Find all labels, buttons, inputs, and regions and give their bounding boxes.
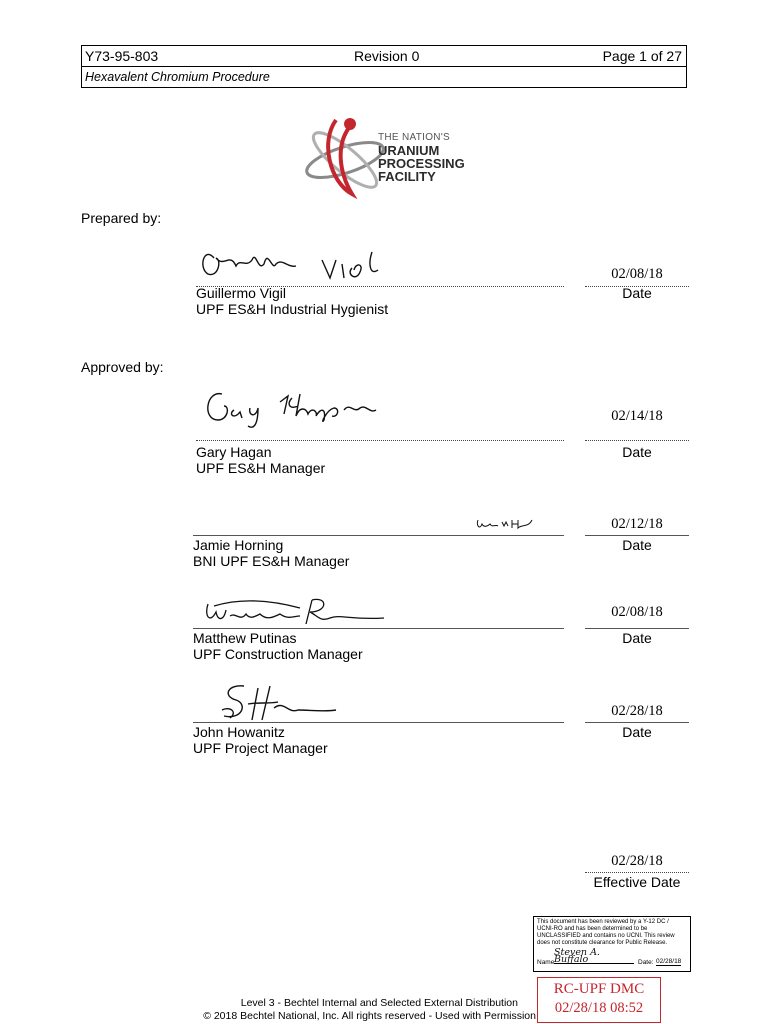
logo-line-3: PROCESSING — [378, 156, 465, 171]
signatory-name: Gary Hagan — [196, 444, 272, 460]
signature-date: 02/14/18 — [611, 408, 663, 424]
signature-line — [193, 628, 564, 629]
date-label: Date — [622, 630, 652, 646]
review-date-label: Date: — [638, 959, 654, 966]
signature-jamie-horning — [474, 516, 534, 537]
signature-date: 02/28/18 — [611, 703, 663, 719]
signatory-name: John Howanitz — [193, 724, 285, 740]
date-line — [585, 440, 689, 441]
stamp-line-1: RC-UPF DMC — [553, 981, 645, 997]
effective-date: 02/28/18 — [611, 853, 663, 869]
logo-line-1: THE NATION'S — [378, 132, 450, 143]
signatory-title: UPF Project Manager — [193, 740, 328, 756]
signatory-title: UPF ES&H Industrial Hygienist — [196, 301, 389, 317]
dmc-stamp — [537, 977, 661, 1023]
date-label: Date — [622, 444, 652, 460]
signature-date: 02/08/18 — [611, 266, 663, 282]
signatory-name: Jamie Horning — [193, 537, 284, 553]
header-divider — [82, 66, 686, 67]
signature-line — [196, 440, 564, 441]
upf-logo — [300, 112, 480, 202]
approved-by-label: Approved by: — [81, 359, 164, 375]
signature-date: 02/12/18 — [611, 516, 663, 532]
date-label: Date — [622, 724, 652, 740]
signature-line — [193, 535, 564, 536]
reviewer-signature: Steven A. Buffalo — [554, 949, 634, 964]
review-statement: This document has been reviewed by a Y-12 DC / UCNI-RO and has been determined to be UNCLASSIFIED and contains no UCNI. This review does not constitute clearance for Public Release. — [537, 919, 675, 946]
review-name-label: Name: — [537, 959, 557, 966]
date-line — [585, 535, 689, 536]
signature-date: 02/08/18 — [611, 604, 663, 620]
revision: Revision 0 — [354, 48, 420, 64]
atom-emblem-icon — [300, 112, 390, 202]
document-subtitle: Hexavalent Chromium Procedure — [85, 70, 270, 84]
document-header — [81, 45, 687, 88]
header-row — [84, 48, 682, 66]
date-line — [585, 722, 689, 723]
date-label: Date — [622, 537, 652, 553]
footer-distribution: Level 3 - Bechtel Internal and Selected External Distribution — [240, 997, 518, 1009]
signatory-name: Matthew Putinas — [193, 630, 297, 646]
logo-line-4: FACILITY — [378, 169, 436, 184]
signatory-title: UPF Construction Manager — [193, 646, 363, 662]
signatory-title: UPF ES&H Manager — [196, 460, 326, 476]
signatory-name: Guillermo Vigil — [196, 285, 286, 301]
logo-line-2: URANIUM — [378, 143, 440, 158]
signature-gary-hagan — [200, 380, 390, 435]
date-label: Date — [622, 285, 652, 301]
document-number: Y73-95-803 — [85, 48, 159, 64]
review-date: 02/28/18 — [656, 958, 682, 965]
signature-line — [193, 722, 564, 723]
date-line — [585, 628, 689, 629]
page-number: Page 1 of 27 — [602, 48, 682, 64]
classification-review-box — [533, 916, 691, 972]
signatory-title: BNI UPF ES&H Manager — [193, 553, 350, 569]
effective-date-label: Effective Date — [593, 874, 681, 890]
signature-guillermo-vigil — [196, 238, 386, 291]
prepared-by-label: Prepared by: — [81, 210, 162, 226]
footer-copyright: © 2018 Bechtel National, Inc. All rights reserved - Used with Permission — [203, 1010, 536, 1022]
stamp-line-2: 02/28/18 08:52 — [554, 1000, 644, 1016]
effective-date-line — [585, 872, 689, 873]
